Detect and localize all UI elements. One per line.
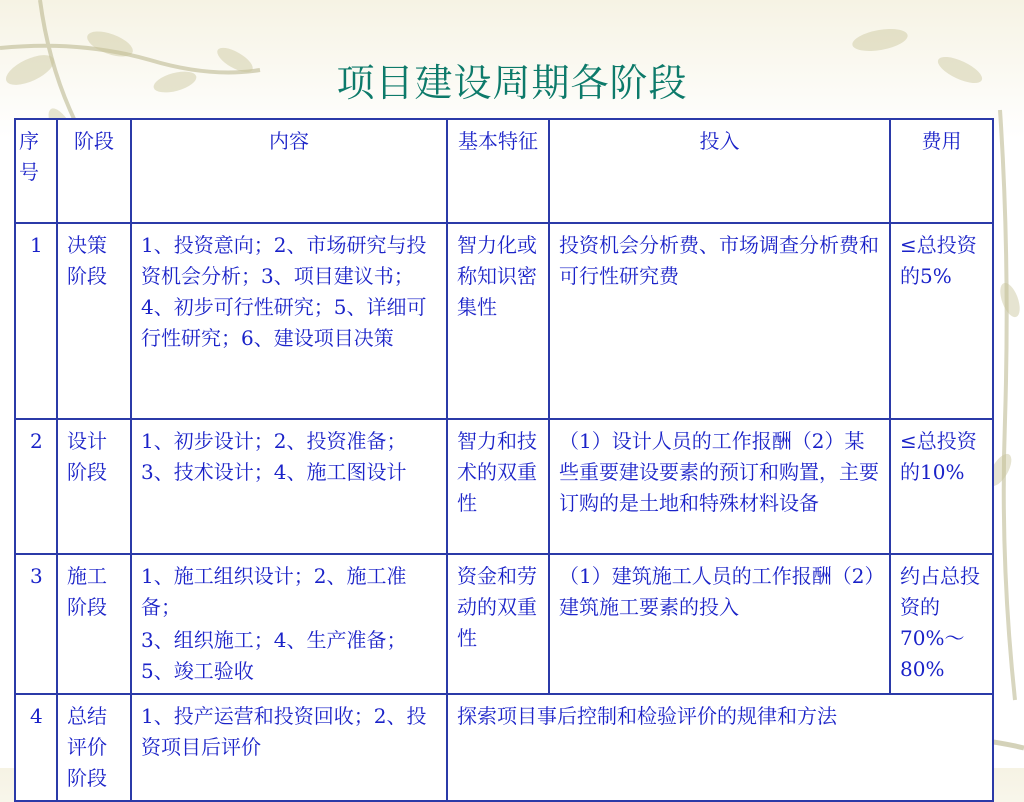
cell-content (131, 419, 447, 554)
header-phase: 阶段 (57, 119, 131, 223)
phases-table (14, 118, 994, 802)
table-row (15, 223, 993, 419)
header-investment: 投入 (549, 119, 890, 223)
content-paragraph: 1、投产运营和投资回收；2、投资项目后评价 (141, 704, 427, 759)
table-row (15, 554, 993, 694)
cell-features: 智力化或称知识密集性 (447, 223, 549, 419)
cell-seq: 3 (15, 554, 57, 694)
header-cost: 费用 (890, 119, 993, 223)
content-paragraph: 1、施工组织设计；2、施工准备； (141, 564, 407, 619)
content-paragraph: 1、初步设计；2、投资准备；3、技术设计；4、施工图设计 (141, 429, 407, 484)
table-row (15, 694, 993, 801)
content-paragraph: 3、组织施工；4、生产准备；5、竣工验收 (141, 628, 407, 683)
cell-phase: 总结评价阶段 (57, 694, 131, 801)
cell-content (131, 694, 447, 801)
cell-content (131, 554, 447, 694)
cell-cost: ≤总投资的10% (890, 419, 993, 554)
cell-investment: （1）建筑施工人员的工作报酬（2）建筑施工要素的投入 (549, 554, 890, 694)
cell-cost: ≤总投资的5% (890, 223, 993, 419)
phases-table-container (14, 118, 994, 790)
cell-seq: 2 (15, 419, 57, 554)
table-row (15, 419, 993, 554)
cell-features: 智力和技术的双重性 (447, 419, 549, 554)
cell-content (131, 223, 447, 419)
cell-cost: 约占总投资的70%～80% (890, 554, 993, 694)
header-content: 内容 (131, 119, 447, 223)
header-seq: 序号 (15, 119, 57, 223)
cell-investment: 投资机会分析费、市场调查分析费和可行性研究费 (549, 223, 890, 419)
cell-merged-summary: 探索项目事后控制和检验评价的规律和方法 (447, 694, 993, 801)
header-features: 基本特征 (447, 119, 549, 223)
cell-features: 资金和劳动的双重性 (447, 554, 549, 694)
content-paragraph: 1、投资意向；2、市场研究与投资机会分析；3、项目建议书；4、初步可行性研究；5、详细可行性研究；6、建设项目决策 (141, 233, 427, 350)
table-header-row (15, 119, 993, 223)
cell-phase: 设计阶段 (57, 419, 131, 554)
cell-phase: 施工阶段 (57, 554, 131, 694)
cell-phase: 决策阶段 (57, 223, 131, 419)
slide-title: 项目建设周期各阶段 (336, 61, 688, 105)
cell-seq: 1 (15, 223, 57, 419)
cell-investment: （1）设计人员的工作报酬（2）某些重要建设要素的预订和购置，主要订购的是土地和特殊材料设备 (549, 419, 890, 554)
cell-seq: 4 (15, 694, 57, 801)
leaf-vine-right (1000, 110, 1015, 700)
